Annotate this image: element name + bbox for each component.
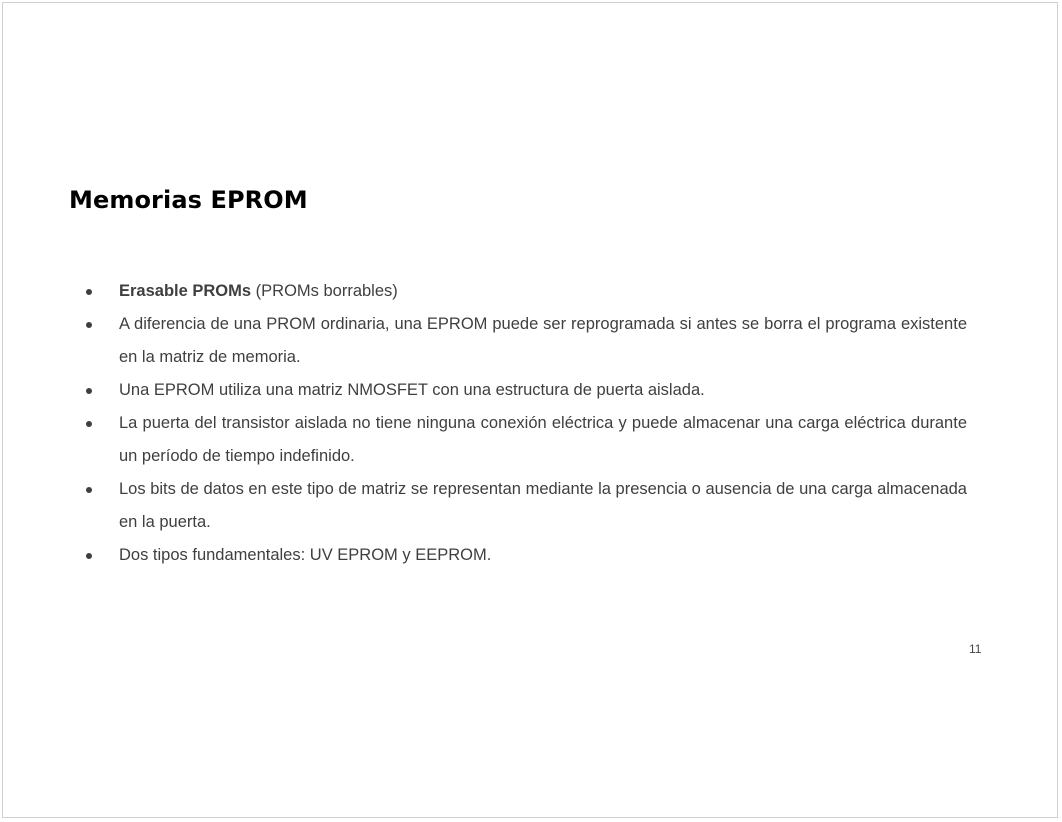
bullet-text: (PROMs borrables) [251,282,398,300]
bullet-item [83,308,967,374]
bullet-item [83,539,967,572]
bullet-item [83,407,967,473]
slide [2,2,1058,818]
bullet-text: La puerta del transistor aislada no tiene ninguna conexión eléctrica y puede almacenar una carga eléctrica durante un período de tiempo indefinido. [119,414,967,465]
page-number: 11 [969,642,982,656]
bullet-text: Una EPROM utiliza una matriz NMOSFET con una estructura de puerta aislada. [119,381,705,399]
bullet-text: Los bits de datos en este tipo de matriz se representan mediante la presencia o ausencia de una carga almacenada en la puerta. [119,480,967,531]
bullet-item [83,374,967,407]
bullet-text: Dos tipos fundamentales: UV EPROM y EEPROM. [119,546,492,564]
bullet-bold-term: Erasable PROMs [119,282,252,300]
bullet-item [83,275,967,308]
bullet-list [83,275,967,572]
bullet-text: A diferencia de una PROM ordinaria, una EPROM puede ser reprogramada si antes se borra el programa existente en la matriz de memoria. [119,315,967,366]
slide-title: Memorias EPROM [69,186,308,214]
bullet-item [83,473,967,539]
